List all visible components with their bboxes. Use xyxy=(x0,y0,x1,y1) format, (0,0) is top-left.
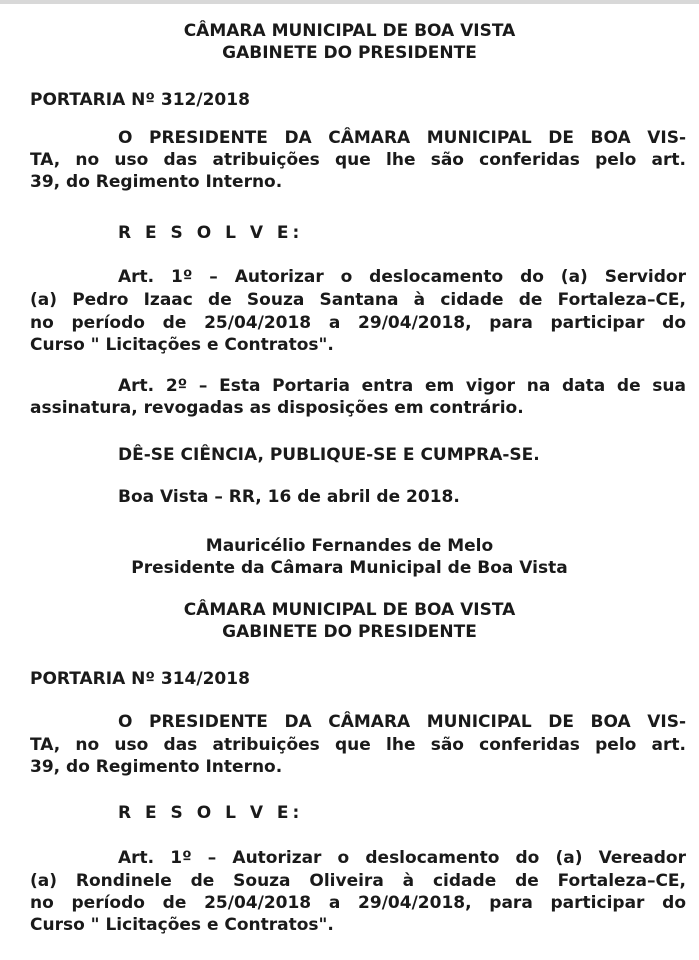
article-1-line: Art. 1º – Autorizar o deslocamento do (a) Servidor xyxy=(118,267,686,287)
closing-formula: DÊ-SE CIÊNCIA, PUBLIQUE-SE E CUMPRA-SE. xyxy=(118,445,540,465)
article-1-line: Curso " Licitações e Contratos". xyxy=(30,915,334,935)
resolve-heading: R E S O L V E: xyxy=(118,223,304,243)
signer-title: Presidente da Câmara Municipal de Boa Vista xyxy=(131,558,568,578)
header-cabinet: GABINETE DO PRESIDENTE xyxy=(222,622,477,642)
article-1-line: no período de 25/04/2018 a 29/04/2018, para participar do xyxy=(30,313,686,333)
place-date: Boa Vista – RR, 16 de abril de 2018. xyxy=(118,487,460,507)
header-chamber: CÂMARA MUNICIPAL DE BOA VISTA xyxy=(183,600,516,620)
resolve-heading: R E S O L V E: xyxy=(118,803,304,823)
article-2-line: assinatura, revogadas as disposições em contrário. xyxy=(30,398,524,418)
preamble-line: 39, do Regimento Interno. xyxy=(30,172,283,192)
top-edge xyxy=(0,0,699,4)
article-1-line: (a) Pedro Izaac de Souza Santana à cidade de Fortaleza–CE, xyxy=(30,290,686,310)
article-2-line: Art. 2º – Esta Portaria entra em vigor na data de sua xyxy=(118,376,686,396)
portaria-title: PORTARIA Nº 314/2018 xyxy=(30,669,250,689)
preamble-line: 39, do Regimento Interno. xyxy=(30,757,283,777)
preamble-line: O PRESIDENTE DA CÂMARA MUNICIPAL DE BOA VIS- xyxy=(118,712,686,732)
preamble-line: TA, no uso das atribuições que lhe são conferidas pelo art. xyxy=(30,735,686,755)
preamble-line: TA, no uso das atribuições que lhe são conferidas pelo art. xyxy=(30,150,686,170)
header-chamber: CÂMARA MUNICIPAL DE BOA VISTA xyxy=(183,21,516,41)
preamble-line: O PRESIDENTE DA CÂMARA MUNICIPAL DE BOA VIS- xyxy=(118,128,686,148)
portaria-title: PORTARIA Nº 312/2018 xyxy=(30,90,250,110)
article-1-line: Curso " Licitações e Contratos". xyxy=(30,335,334,355)
article-1-line: (a) Rondinele de Souza Oliveira à cidade de Fortaleza–CE, xyxy=(30,871,686,891)
article-1-line: Art. 1º – Autorizar o deslocamento do (a) Vereador xyxy=(118,848,686,868)
signer-name: Mauricélio Fernandes de Melo xyxy=(205,536,494,556)
article-1-line: no período de 25/04/2018 a 29/04/2018, para participar do xyxy=(30,893,686,913)
header-cabinet: GABINETE DO PRESIDENTE xyxy=(222,43,477,63)
